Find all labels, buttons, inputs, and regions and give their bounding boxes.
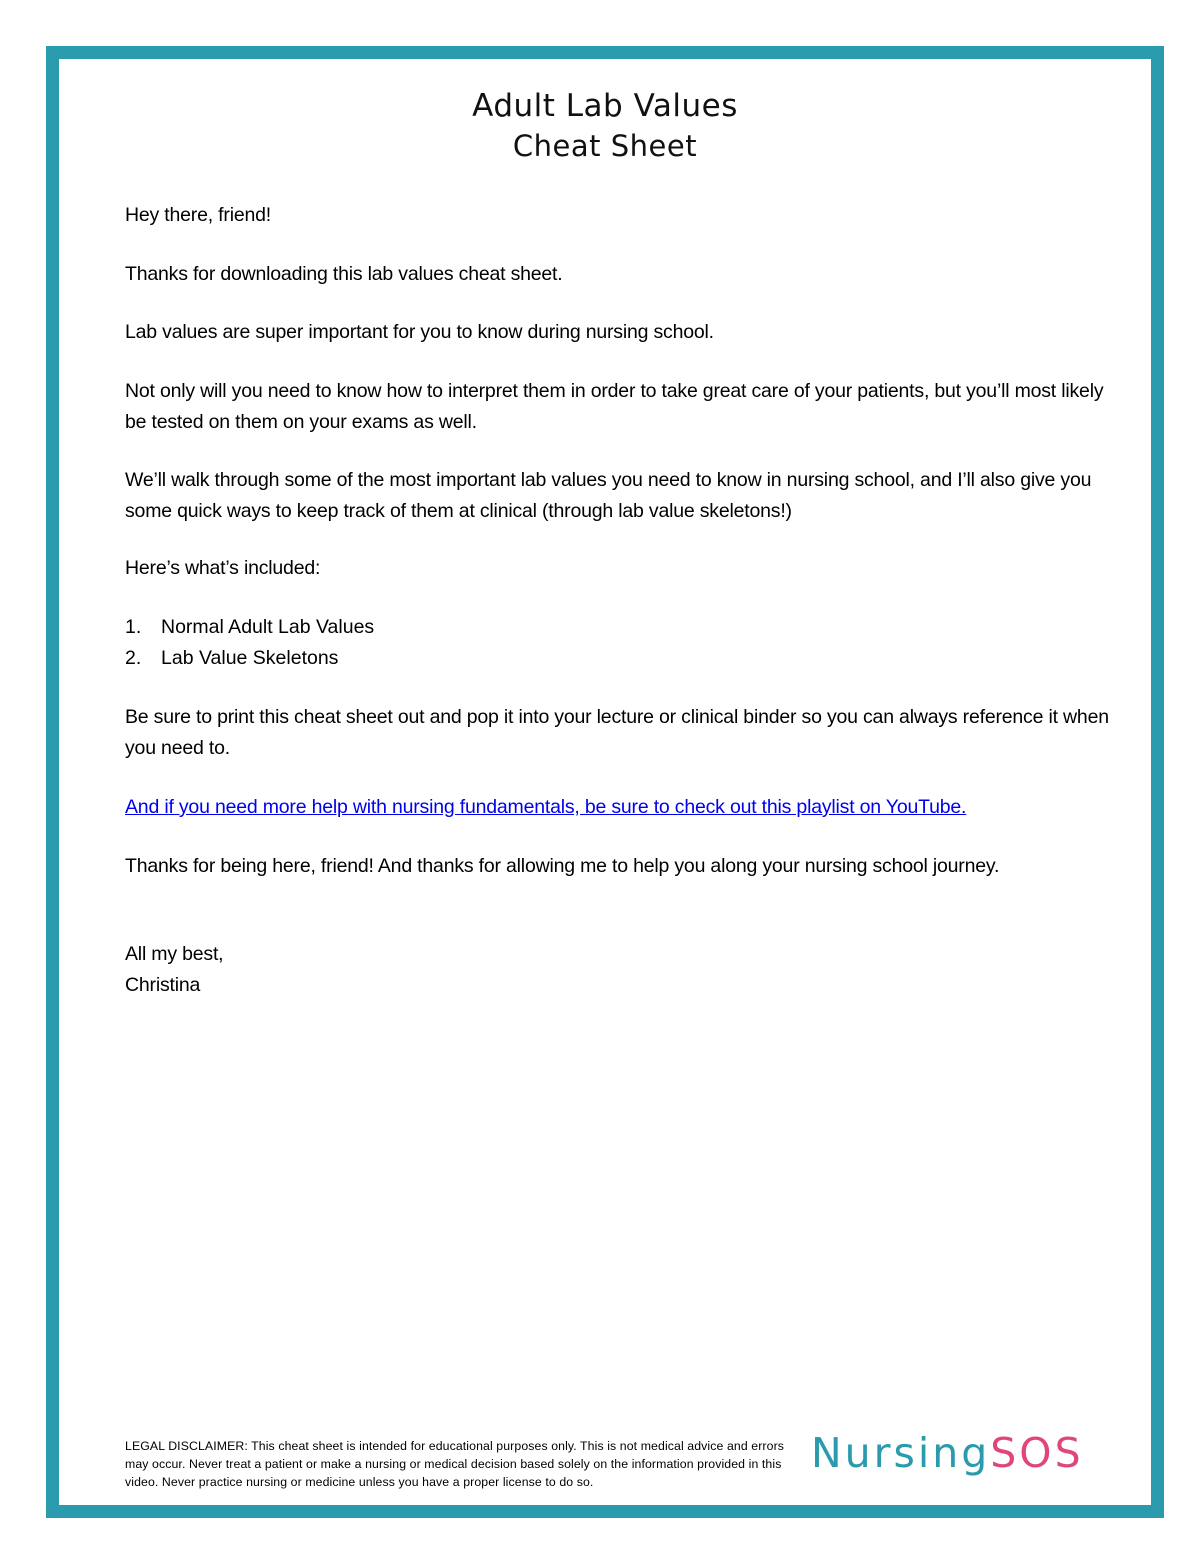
signature: Christina	[125, 974, 201, 996]
greeting: Hey there, friend!	[125, 204, 271, 226]
list-item-number: 2.	[125, 647, 142, 669]
paragraph-print: Be sure to print this cheat sheet out and pop it into your lecture or clinical binder so you can always reference it when you need to.	[125, 706, 1109, 759]
playlist-paragraph	[125, 792, 1125, 823]
list-item	[125, 643, 374, 674]
paragraph-thanks: Thanks for downloading this lab values cheat sheet.	[125, 263, 563, 285]
closing: All my best,	[125, 943, 224, 965]
paragraph-walkthrough: We’ll walk through some of the most important lab values you need to know in nursing school, and I’ll also give you some quick ways to keep track of them at clinical (through lab value skeletons!)	[125, 469, 1092, 522]
list-item-label: Normal Adult Lab Values	[161, 616, 375, 638]
list-item-number: 1.	[125, 616, 142, 638]
page-title: Adult Lab Values	[472, 88, 738, 124]
paragraph-importance: Lab values are super important for you to know during nursing school.	[125, 321, 714, 343]
list-item	[125, 612, 374, 643]
logo-text-sos: SOS	[990, 1429, 1084, 1477]
logo-text-nursing: Nursing	[811, 1429, 991, 1477]
page-subtitle: Cheat Sheet	[512, 129, 698, 163]
legal-disclaimer: LEGAL DISCLAIMER: This cheat sheet is intended for educational purposes only. This is not medical advice and errors may occur. Never treat a patient or make a nursing or medical decision based solely on the information provided in this video. Never practice nursing or medicine unless you have a proper license to do so.	[125, 1439, 785, 1489]
page-frame	[46, 46, 1164, 1518]
included-list	[125, 612, 374, 674]
paragraph-interpret: Not only will you need to know how to interpret them in order to take great care of your patients, but you’ll most likely be tested on them on your exams as well.	[125, 380, 1104, 433]
youtube-playlist-link[interactable]: And if you need more help with nursing fundamentals, be sure to check out this playlist on YouTube.	[125, 796, 967, 818]
list-item-label: Lab Value Skeletons	[161, 647, 339, 669]
included-heading: Here’s what’s included:	[125, 557, 321, 579]
paragraph-thanks-closing: Thanks for being here, friend! And thanks for allowing me to help you along your nursing school journey.	[125, 855, 1000, 877]
nursingsos-logo	[811, 1429, 1084, 1477]
